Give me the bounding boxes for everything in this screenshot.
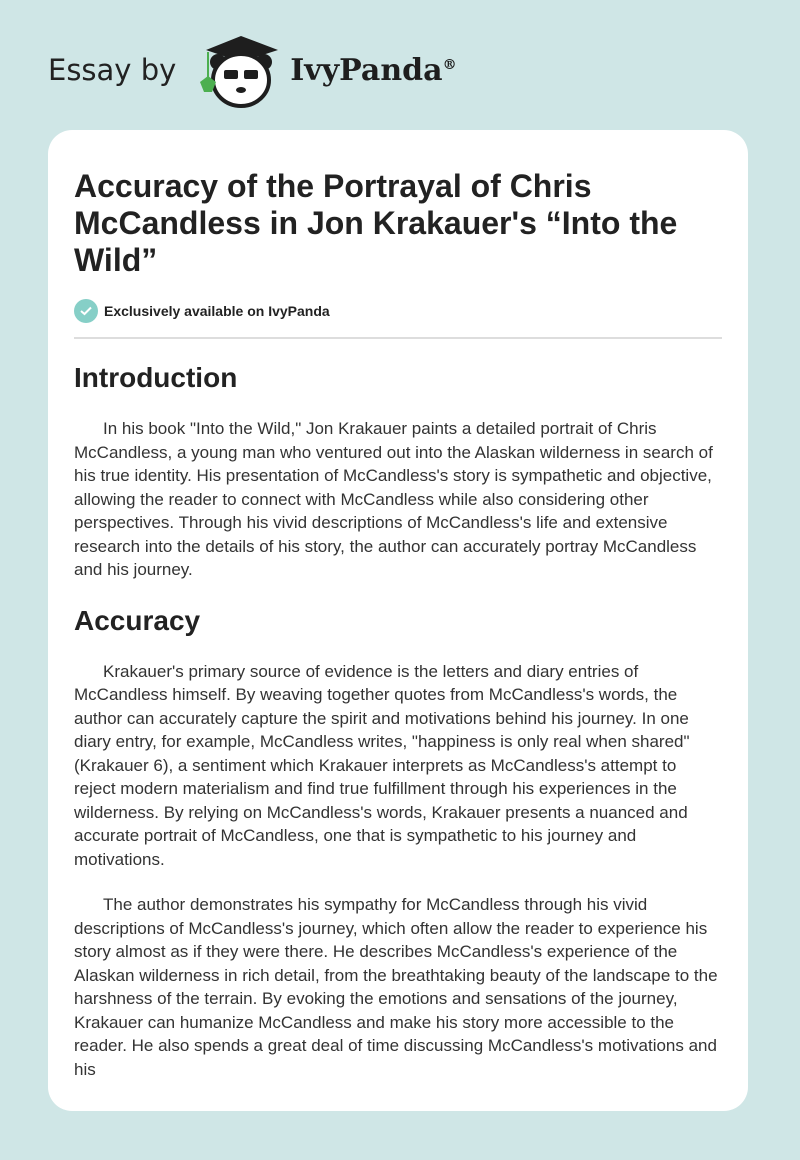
ivypanda-logo-icon[interactable] bbox=[196, 30, 282, 110]
site-header bbox=[48, 30, 457, 110]
essay-by-label: Essay by bbox=[48, 53, 177, 87]
badge-text: Exclusively available on IvyPanda bbox=[104, 303, 330, 319]
paragraph: The author demonstrates his sympathy for McCandless through his vivid descriptions of McCandless's journey, which often allow the reader to experience his story almost as if they were there. He describes McCandless's experience of the Alaskan wilderness in rich detail, from the breathtaking beauty of the landscape to the harshness of the terrain. By evoking the emotions and sensations of the journey, Krakauer can humanize McCandless and make his story more accessible to the reader. He also spends a great deal of time discussing McCandless's motivations and his bbox=[74, 895, 718, 1079]
section-heading: Introduction bbox=[74, 362, 238, 393]
essay-title: Accuracy of the Portrayal of Chris McCandless in Jon Krakauer's “Into the Wild” bbox=[74, 168, 678, 278]
check-icon bbox=[74, 299, 98, 323]
brand-name: IvyPanda® bbox=[290, 52, 457, 88]
paragraph: Krakauer's primary source of evidence is the letters and diary entries of McCandless himself. By weaving together quotes from McCandless's words, the author can accurately capture the spirit and motivations behind his journey. In one diary entry, for example, McCandless writes, "happiness is only real when shared" (Krakauer 6), a sentiment which Krakauer interprets as McCandless's attempt to reject modern materialism and find true fulfillment through his experiences in the wilderness. By relying on McCandless's words, Krakauer presents a nuanced and accurate portrait of McCandless, one that is sympathetic to his journey and motivations. bbox=[74, 661, 690, 869]
section-heading: Accuracy bbox=[74, 604, 201, 636]
essay-card bbox=[48, 130, 748, 1111]
exclusive-badge bbox=[74, 299, 722, 323]
paragraph: In his book "Into the Wild," Jon Krakauer paints a detailed portrait of Chris McCandless, a young man who ventured out into the Alaskan wilderness in search of his true identity. His presentation of McCandless's story is sympathetic and objective, allowing the reader to connect with McCandless while also considering other perspectives. Through his vivid descriptions of McCandless's life and extensive research into the details of his story, the author can accurately portray McCandless and his journey. bbox=[74, 419, 713, 579]
divider bbox=[74, 337, 722, 339]
